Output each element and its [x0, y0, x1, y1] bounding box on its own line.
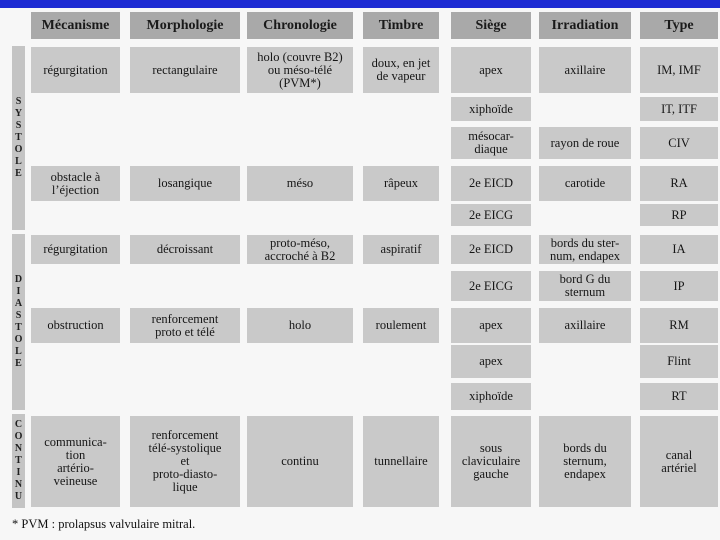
- cell-morphologie: losangique: [130, 166, 240, 201]
- cell-siege: apex: [451, 345, 531, 378]
- cell-mecanisme: communica- tion artério- veineuse: [31, 416, 120, 507]
- cell-chronologie: holo: [247, 308, 353, 343]
- cell-morphologie: renforcement proto et télé: [130, 308, 240, 343]
- cell-timbre: tunnellaire: [363, 416, 439, 507]
- cell-type: canal artériel: [640, 416, 718, 507]
- side-letter: N: [14, 479, 23, 490]
- side-label-diastole: [12, 234, 25, 410]
- cell-irradiation: carotide: [539, 166, 631, 201]
- cell-type: RT: [640, 383, 718, 410]
- column-header-timbre: Timbre: [363, 12, 439, 39]
- column-header-mecanisme: Mécanisme: [31, 12, 120, 39]
- cell-siege: 2e EICG: [451, 204, 531, 226]
- cell-mecanisme: régurgitation: [31, 47, 120, 93]
- cell-siege: apex: [451, 47, 531, 93]
- cell-timbre: aspiratif: [363, 235, 439, 264]
- column-header-chronologie: Chronologie: [247, 12, 353, 39]
- side-letter: T: [15, 132, 22, 143]
- cell-type: IP: [640, 271, 718, 301]
- cell-type: RM: [640, 308, 718, 343]
- footnote: * PVM : prolapsus valvulaire mitral.: [12, 517, 196, 531]
- cell-type: CIV: [640, 127, 718, 159]
- cell-siege: 2e EICD: [451, 166, 531, 201]
- side-letter: A: [14, 298, 23, 309]
- cell-mecanisme: régurgitation: [31, 235, 120, 264]
- side-letter: D: [14, 274, 23, 285]
- cell-mecanisme: obstacle à l’éjection: [31, 166, 120, 201]
- side-letter: T: [15, 455, 22, 466]
- cell-chronologie: holo (couvre B2) ou méso-télé (PVM*): [247, 47, 353, 93]
- cell-morphologie: décroissant: [130, 235, 240, 264]
- cell-irradiation: axillaire: [539, 47, 631, 93]
- cell-timbre: râpeux: [363, 166, 439, 201]
- top-accent-bar: [0, 0, 720, 8]
- side-letter: E: [15, 168, 22, 179]
- cell-type: RP: [640, 204, 718, 226]
- side-letter: Y: [14, 108, 23, 119]
- side-letter: L: [15, 346, 22, 357]
- cell-chronologie: continu: [247, 416, 353, 507]
- cell-type: Flint: [640, 345, 718, 378]
- cell-siege: 2e EICG: [451, 271, 531, 301]
- cell-siege: apex: [451, 308, 531, 343]
- cell-chronologie: méso: [247, 166, 353, 201]
- cell-chronologie: proto-méso, accroché à B2: [247, 235, 353, 264]
- side-letter: S: [15, 120, 22, 131]
- cell-type: RA: [640, 166, 718, 201]
- cell-timbre: roulement: [363, 308, 439, 343]
- cell-mecanisme: obstruction: [31, 308, 120, 343]
- cell-siege: xiphoïde: [451, 97, 531, 121]
- cell-morphologie: rectangulaire: [130, 47, 240, 93]
- side-letter: S: [15, 310, 22, 321]
- side-letter: I: [16, 467, 21, 478]
- cell-timbre: doux, en jet de vapeur: [363, 47, 439, 93]
- cell-irradiation: axillaire: [539, 308, 631, 343]
- side-letter: T: [15, 322, 22, 333]
- cell-irradiation: bord G du sternum: [539, 271, 631, 301]
- cell-type: IT, ITF: [640, 97, 718, 121]
- cell-irradiation: bords du sternum, endapex: [539, 416, 631, 507]
- side-letter: C: [14, 419, 23, 430]
- side-letter: O: [14, 431, 23, 442]
- side-label-systole: [12, 46, 25, 230]
- side-letter: I: [16, 286, 21, 297]
- cell-morphologie: renforcement télé-systolique et proto-diasto- lique: [130, 416, 240, 507]
- cell-siege: 2e EICD: [451, 235, 531, 264]
- cell-irradiation: rayon de roue: [539, 127, 631, 159]
- side-letter: N: [14, 443, 23, 454]
- side-letter: E: [15, 358, 22, 369]
- column-header-type: Type: [640, 12, 718, 39]
- column-header-siege: Siège: [451, 12, 531, 39]
- column-header-irradiation: Irradiation: [539, 12, 631, 39]
- cell-type: IM, IMF: [640, 47, 718, 93]
- cell-type: IA: [640, 235, 718, 264]
- cell-siege: xiphoïde: [451, 383, 531, 410]
- cell-irradiation: bords du ster- num, endapex: [539, 235, 631, 264]
- column-header-morphologie: Morphologie: [130, 12, 240, 39]
- cell-siege: mésocar- diaque: [451, 127, 531, 159]
- side-letter: U: [14, 491, 23, 502]
- side-letter: S: [15, 96, 22, 107]
- side-letter: O: [14, 334, 23, 345]
- side-letter: O: [14, 144, 23, 155]
- side-letter: L: [15, 156, 22, 167]
- side-label-continu: [12, 414, 25, 508]
- cell-siege: sous claviculaire gauche: [451, 416, 531, 507]
